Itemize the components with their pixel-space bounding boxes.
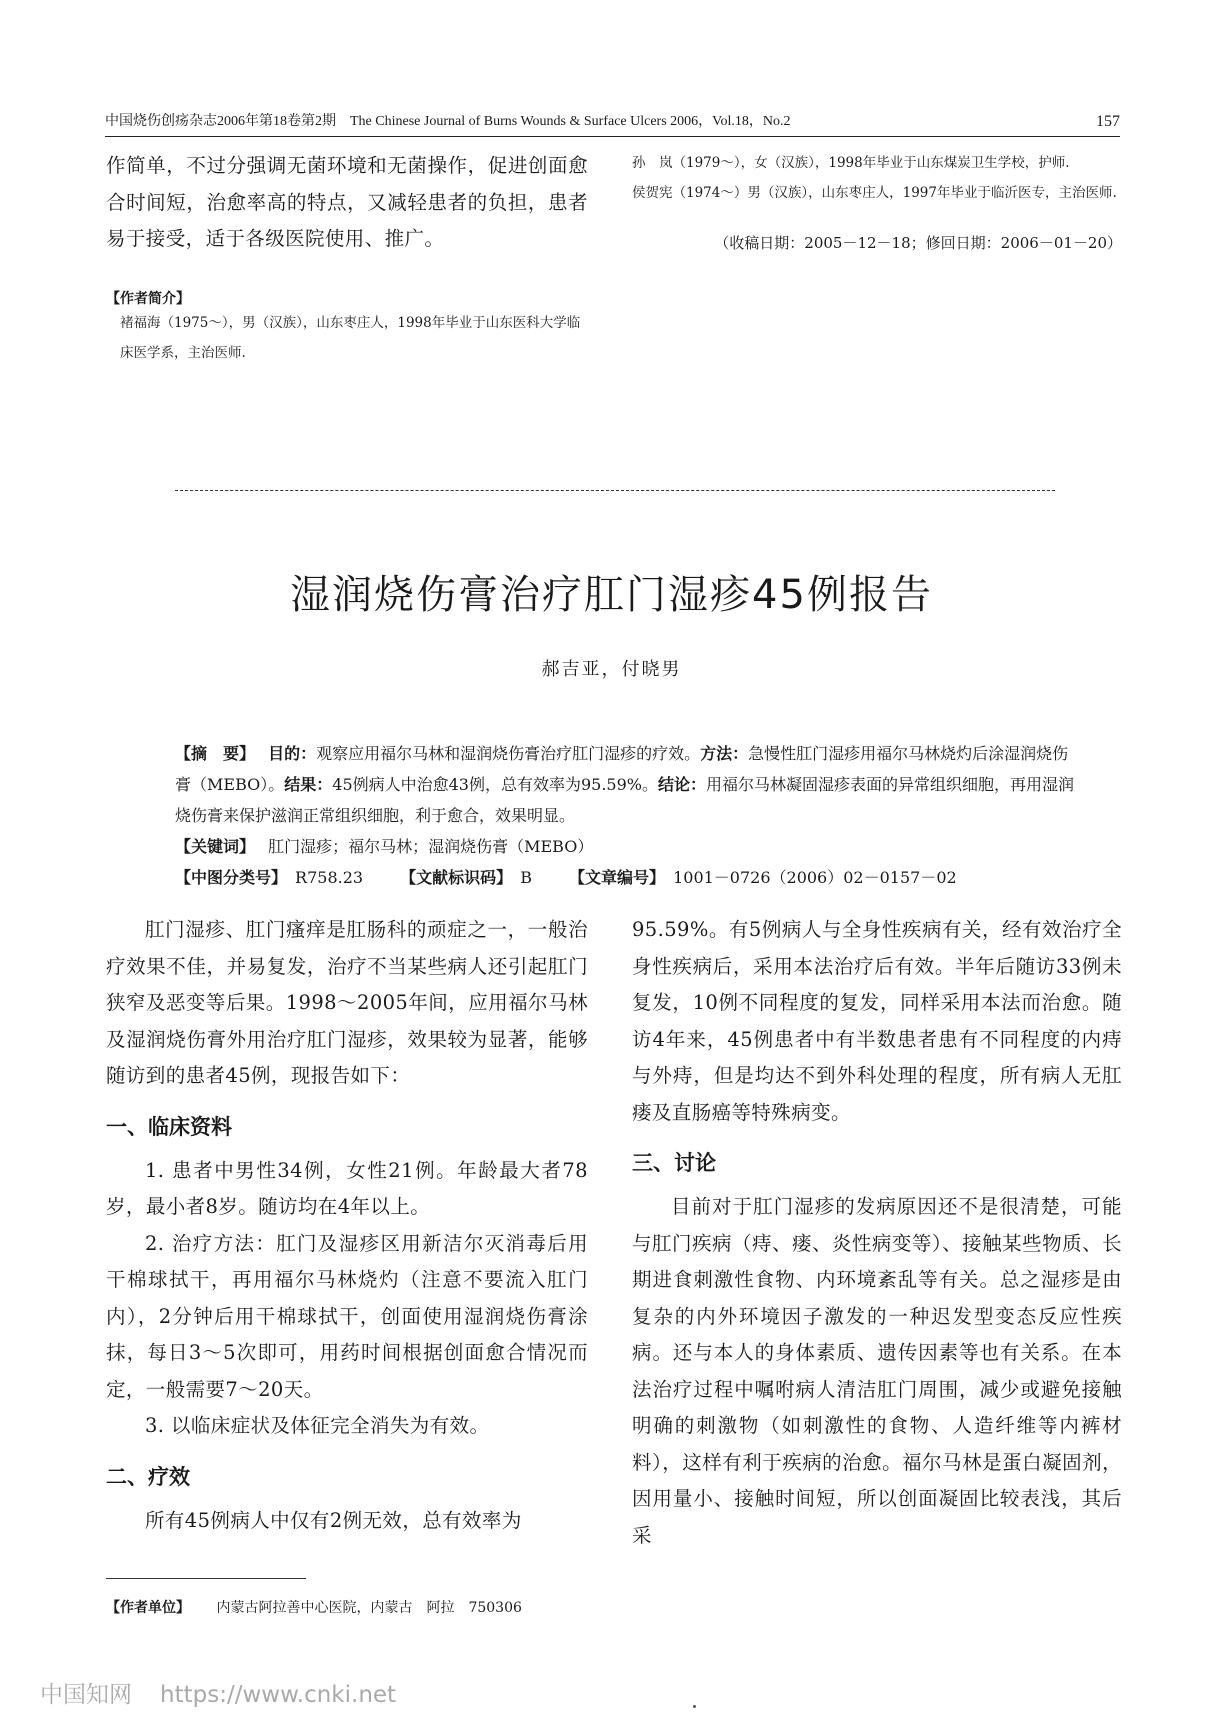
section-2-paragraph-start: 所有45例病人中仅有2例无效，总有效率为 <box>145 1508 522 1532</box>
scan-speck <box>693 1705 696 1708</box>
section-3-paragraph: 目前对于肛门湿疹的发病原因还不是很清楚，可能与肛门疾病（痔、瘘、炎性病变等）、接触某些物质、长期进食刺激性食物、内环境紊乱等有关。总之湿疹是由复杂的内外环境因子激发的一种迟发型变态反应性疾病。还与本人的身体素质、遗传因素等也有关系。在本法治疗过程中嘱咐病人清洁肛门周围，减少或避免接触明确的刺激物（如刺激性的食物、人造纤维等内裤材料），这样有利于疾病的治愈。福尔马林是蛋白凝固剂，因用量小、接触时间短，所以创面凝固比较表浅，其后采 <box>632 1195 1122 1547</box>
watermark-url: https://www.cnki.net <box>160 1682 397 1708</box>
abstract-block <box>175 738 1075 893</box>
abstract <box>175 738 1075 831</box>
affiliation-text: 内蒙古阿拉善中心医院，内蒙古 阿拉 750306 <box>216 1600 522 1616</box>
prev-author-3: 侯贺宪（1974～）男（汉族），山东枣庄人，1997年毕业于临沂医专，主治医师. <box>632 185 1117 201</box>
intro-paragraph: 肛门湿疹、肛门瘙痒是肛肠科的顽症之一，一般治疗效果不佳，并易复发，治疗不当某些病人还引起肛门狭窄及恶变等后果。1998～2005年间，应用福尔马林及湿润烧伤膏外用治疗肛门湿疹，效果较为显著，能够随访到的患者45例，现报告如下： <box>106 918 588 1087</box>
article-separator <box>175 490 1055 491</box>
prev-article-left <box>106 148 588 368</box>
received-dates: （收稿日期：2005－12－18；修回日期：2006－01－20） <box>714 234 1122 252</box>
cnki-watermark <box>40 1676 396 1709</box>
author-intro-label: 【作者简介】 <box>106 290 190 307</box>
abstract-method: 急慢性肛门湿疹用福尔马林烧灼后涂湿润烧伤膏（MEBO）。 <box>175 744 1069 794</box>
abstract-conclusion: 用福尔马林凝固湿疹表面的异常组织细胞，再用湿润烧伤膏来保护滋润正常组织细胞，利于愈合，效果明显。 <box>175 775 1075 825</box>
section-3-heading: 三、讨论 <box>632 1151 716 1175</box>
prev-article-tail: 作简单，不过分强调无菌环境和无菌操作，促进创面愈合时间短，治愈率高的特点，又减轻患者的负担，患者易于接受，适于各级医院使用、推广。 <box>106 154 588 250</box>
prev-author-1: 褚福海（1975～），男（汉族），山东枣庄人，1998年毕业于山东医科大学临床医学系，主治医师. <box>120 314 581 361</box>
running-header <box>105 110 1120 137</box>
article-no-value: 1001－0726（2006）02－0157－02 <box>673 868 957 887</box>
doc-code-value: B <box>520 868 532 887</box>
affiliation-label: 【作者单位】 <box>106 1600 190 1616</box>
section-2-heading: 二、疗效 <box>106 1464 190 1489</box>
affiliation-footnote <box>106 1597 522 1617</box>
section-1-item-3: 3. 以临床症状及体征完全消失为有效。 <box>145 1414 490 1437</box>
prev-author-2: 孙 岚（1979～），女（汉族），1998年毕业于山东煤炭卫生学校，护师. <box>632 155 1070 171</box>
keywords-label: 【关键词】 <box>175 837 248 856</box>
journal-line: 中国烧伤创疡杂志2006年第18卷第2期 The Chinese Journal of Burns Wounds & Surface Ulcers 2006，Vol.18，No.2 <box>105 114 791 129</box>
article-no-label: 【文章编号】 <box>569 868 658 887</box>
abstract-purpose-label: 目的： <box>268 744 317 763</box>
keywords-line <box>175 831 1075 862</box>
article-authors: 郝吉亚，付晓男 <box>541 659 682 680</box>
abstract-conclusion-label: 结论： <box>658 775 707 794</box>
keywords: 肛门湿疹；福尔马林；湿润烧伤膏（MEBO） <box>268 837 594 856</box>
clc-label: 【中图分类号】 <box>175 868 280 887</box>
section-1-item-2: 2. 治疗方法：肛门及湿疹区用新洁尔灭消毒后用干棉球拭干，再用福尔马林烧灼（注意不要流入肛门内），2分钟后用干棉球拭干，创面使用湿润烧伤膏涂抹，每日3～5次即可，用药时间根据创面愈合情况而定，一般需要7～20天。 <box>106 1231 588 1401</box>
body-left-column <box>106 912 588 1539</box>
body-right-column <box>632 912 1122 1554</box>
abstract-result-label: 结果： <box>284 775 333 794</box>
footnote-rule <box>106 1578 306 1579</box>
abstract-result: 45例病人中治愈43例，总有效率为95.59%。 <box>332 775 658 794</box>
article-title: 湿润烧伤膏治疗肛门湿疹45例报告 <box>290 572 933 618</box>
abstract-purpose: 观察应用福尔马林和湿润烧伤膏治疗肛门湿疹的疗效。 <box>316 744 701 763</box>
classification-line <box>175 862 1075 893</box>
prev-article-right <box>632 148 1122 258</box>
watermark-brand: 中国知网 <box>40 1682 132 1708</box>
clc-value: R758.23 <box>295 868 364 887</box>
doc-code-label: 【文献标识码】 <box>400 868 505 887</box>
abstract-label: 【摘 要】 <box>175 744 248 763</box>
page-number: 157 <box>1096 113 1120 130</box>
section-1-item-1: 1. 患者中男性34例，女性21例。年龄最大者78岁，最小者8岁。随访均在4年以上。 <box>106 1158 588 1218</box>
abstract-method-label: 方法： <box>700 744 749 763</box>
section-1-heading: 一、临床资料 <box>106 1114 232 1139</box>
section-2-paragraph-cont: 95.59%。有5例病人与全身性疾病有关，经有效治疗全身性疾病后，采用本法治疗后有效。半年后随访33例未复发，10例不同程度的复发，同样采用本法而治愈。随访4年来，45例患者中有半数患者患有不同程度的内痔与外痔，但是均达不到外科处理的程度，所有病人无肛瘘及直肠癌等特殊病变。 <box>632 918 1122 1124</box>
